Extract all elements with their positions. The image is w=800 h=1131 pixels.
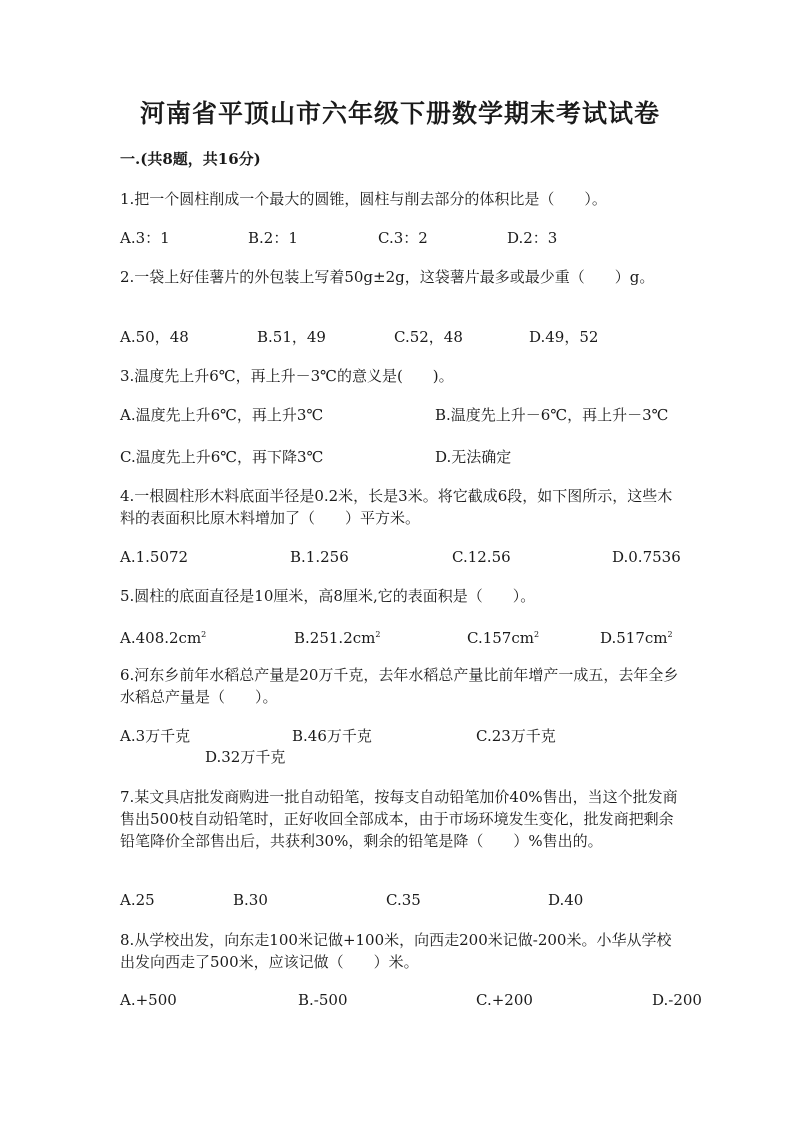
q7-option-a: A.25 bbox=[120, 891, 155, 909]
q8-option-a: A.+500 bbox=[120, 991, 177, 1009]
q5-option-c: $C.157cm^2$ bbox=[467, 629, 540, 647]
q4-option-a: A.1.5072 bbox=[120, 548, 189, 566]
q5-option-d: $D.517cm^2$ bbox=[600, 629, 673, 647]
q8-option-b: B.-500 bbox=[298, 991, 348, 1009]
q6-option-c: C.23万千克 bbox=[476, 727, 556, 745]
question-4: 4.一根圆柱形木料底面半径是0.2米，长是3米。将它截成6段，如下图所示，这些木料的表面积比原木料增加了（ ）平方米。 bbox=[120, 487, 673, 527]
page-title: 河南省平顶山市六年级下册数学期末考试试卷 bbox=[139, 99, 660, 128]
question-5: 5.圆柱的底面直径是10厘米，高8厘米,它的表面积是（ ）。 bbox=[120, 587, 536, 605]
q3-option-c: C.温度先上升6℃，再下降3℃ bbox=[120, 448, 324, 466]
q2-option-a: A.50，48 bbox=[120, 328, 189, 346]
q6-option-d: D.32万千克 bbox=[205, 748, 286, 766]
q1-option-c: C.3：2 bbox=[378, 229, 428, 247]
q1-option-b: B.2：1 bbox=[248, 229, 298, 247]
question-8: 8.从学校出发，向东走100米记做+100米，向西走200米记做-200米。小华从学校出发向西走了500米，应该记做（ ）米。 bbox=[120, 931, 672, 971]
section-heading: 一.(共8题，共16分) bbox=[120, 150, 261, 168]
superscript: 2 bbox=[201, 630, 207, 639]
q5-option-b: $B.251.2cm^2$ bbox=[294, 629, 381, 647]
question-7: 7.某文具店批发商购进一批自动铅笔，按每支自动铅笔加价40%售出，当这个批发商售出500枝自动铅笔时，正好收回全部成本，由于市场环境发生变化，批发商把剩余铅笔降价全部售出后，共获利30%，剩余的铅笔是降（ ）%售出的。 bbox=[120, 788, 678, 850]
question-6: 6.河东乡前年水稻总产量是20万千克，去年水稻总产量比前年增产一成五，去年全乡水稻总产量是（ ）。 bbox=[120, 666, 679, 706]
q7-option-b: B.30 bbox=[233, 891, 268, 909]
q7-option-d: D.40 bbox=[548, 891, 584, 909]
q3-option-d: D.无法确定 bbox=[435, 448, 512, 466]
q4-option-b: B.1.256 bbox=[290, 548, 349, 566]
question-3: 3.温度先上升6℃，再上升－3℃的意义是( )。 bbox=[120, 367, 454, 385]
q2-option-d: D.49，52 bbox=[529, 328, 599, 346]
superscript: 2 bbox=[533, 630, 540, 639]
q4-option-c: C.12.56 bbox=[452, 548, 511, 566]
superscript: 2 bbox=[375, 630, 381, 639]
q8-option-c: C.+200 bbox=[476, 991, 533, 1009]
q3-option-b: B.温度先上升－6℃，再上升－3℃ bbox=[435, 406, 669, 424]
q2-option-b: B.51，49 bbox=[257, 328, 326, 346]
q1-option-d: D.2：3 bbox=[507, 229, 558, 247]
q4-option-d: D.0.7536 bbox=[612, 548, 681, 566]
q1-option-a: A.3：1 bbox=[120, 229, 170, 247]
q5-option-a: $A.408.2cm^2$ bbox=[120, 629, 207, 647]
q7-option-c: C.35 bbox=[386, 891, 421, 909]
superscript: 2 bbox=[667, 630, 673, 639]
q6-option-b: B.46万千克 bbox=[292, 727, 372, 745]
question-1: 1.把一个圆柱削成一个最大的圆锥，圆柱与削去部分的体积比是（ ）。 bbox=[120, 190, 607, 208]
q6-option-a: A.3万千克 bbox=[120, 727, 191, 745]
q8-option-d: D.-200 bbox=[652, 991, 702, 1009]
question-2: 2.一袋上好佳薯片的外包装上写着50g±2g，这袋薯片最多或最少重（ ）g。 bbox=[120, 268, 655, 286]
q3-option-a: A.温度先上升6℃，再上升3℃ bbox=[120, 406, 324, 424]
q2-option-c: C.52，48 bbox=[394, 328, 463, 346]
